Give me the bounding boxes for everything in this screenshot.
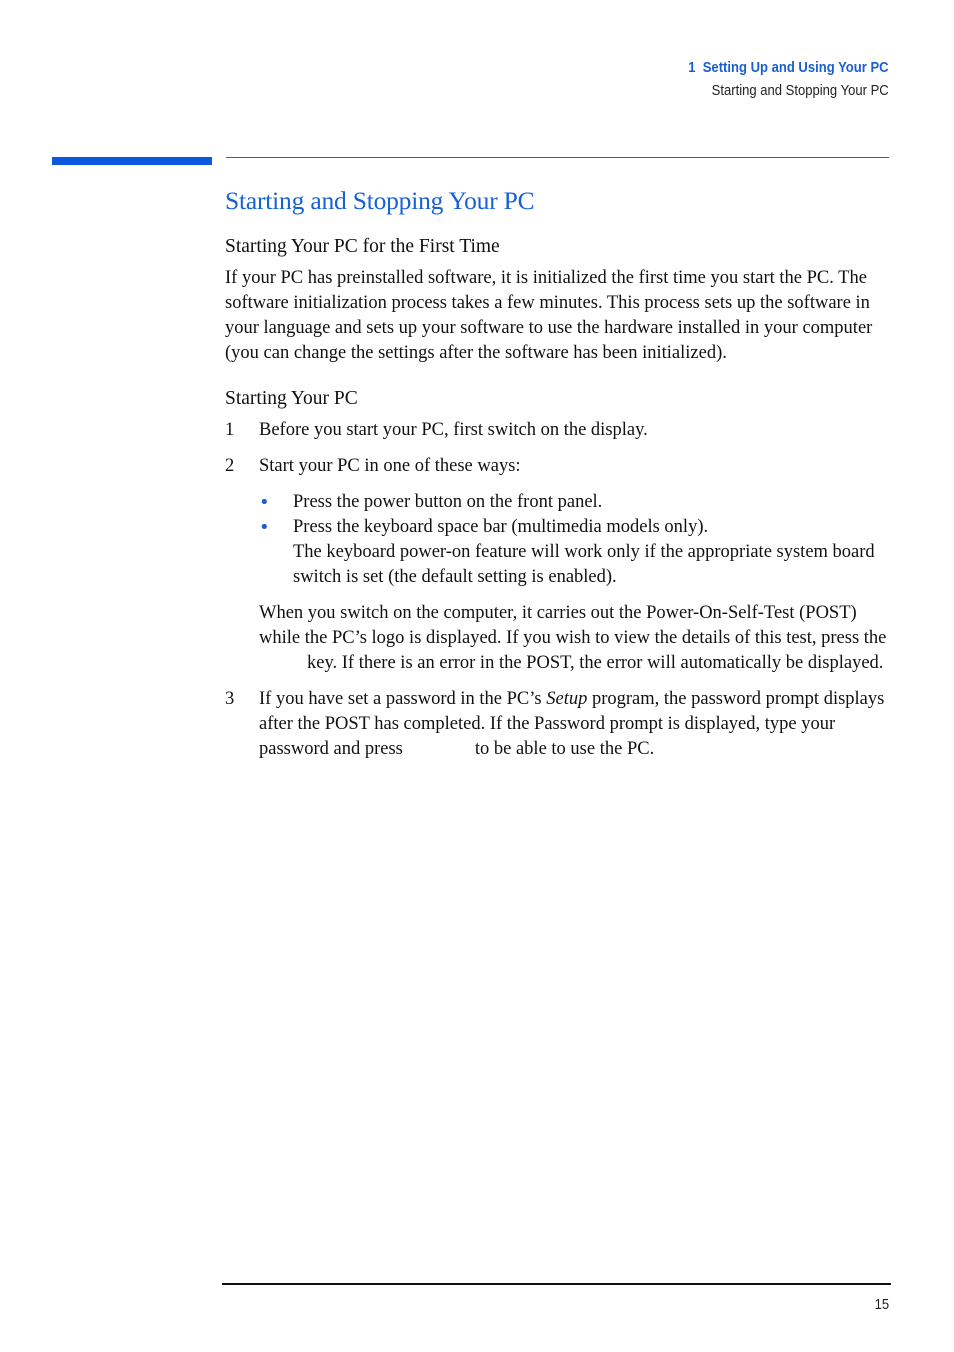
step3-text-part1: If you have set a password in the PC’s [259, 689, 542, 709]
step-text [259, 687, 889, 762]
bullet-icon: • [259, 492, 270, 513]
step-1 [225, 418, 889, 443]
subsection-heading-starting: Starting Your PC [225, 388, 358, 409]
running-header-chapter [689, 60, 889, 76]
step-2 [225, 454, 889, 676]
setup-emphasis: Setup [546, 689, 588, 709]
step-text: Start your PC in one of these ways: [259, 456, 521, 476]
list-item [259, 490, 889, 515]
list-item [259, 515, 889, 590]
bullet-list [259, 490, 889, 590]
step3-text-part2: program, the password prompt displays after the POST has completed. If the Password prompt is displayed, type your password and press [259, 689, 885, 759]
step-number: 1 [225, 420, 235, 440]
subsection-heading-first-time: Starting Your PC for the First Time [225, 236, 500, 257]
section-marker-bar [52, 157, 212, 165]
bullet-text: Press the power button on the front panel. [293, 492, 603, 512]
chapter-title: Setting Up and Using Your PC [703, 60, 889, 76]
footer-rule [222, 1283, 891, 1285]
section-rule [226, 157, 889, 158]
chapter-number: 1 [688, 60, 696, 76]
page-number: 15 [874, 1297, 889, 1313]
step-text: Before you start your PC, first switch on the display. [259, 420, 648, 440]
post-paragraph [259, 601, 889, 676]
step-number: 3 [225, 689, 235, 709]
intro-paragraph: If your PC has preinstalled software, it is initialized the first time you start the PC. The software initialization process takes a few minutes. This process sets up the software in your language and sets up your software to use the hardware installed in your computer (you can change the settings after the software has been initialized). [225, 268, 873, 363]
page-title: Starting and Stopping Your PC [225, 186, 535, 215]
page-content [225, 186, 889, 762]
bullet-text: Press the keyboard space bar (multimedia models only). [293, 517, 709, 537]
bullet-icon: • [259, 517, 270, 538]
step3-text-part3: to be able to use the PC. [474, 739, 655, 759]
step-3 [225, 687, 889, 762]
bullet-note: The keyboard power-on feature will work only if the appropriate system board switch is set (the default setting is enabled). [293, 542, 875, 587]
post-text-part1: When you switch on the computer, it carries out the Power-On-Self-Test (POST) while the PC’s logo is displayed. If you wish to view the details of this test, press the [259, 603, 887, 648]
post-text-part2: key. If there is an error in the POST, the error will automatically be displayed. [307, 653, 884, 673]
step-number: 2 [225, 456, 235, 476]
running-header-section: Starting and Stopping Your PC [711, 83, 889, 99]
